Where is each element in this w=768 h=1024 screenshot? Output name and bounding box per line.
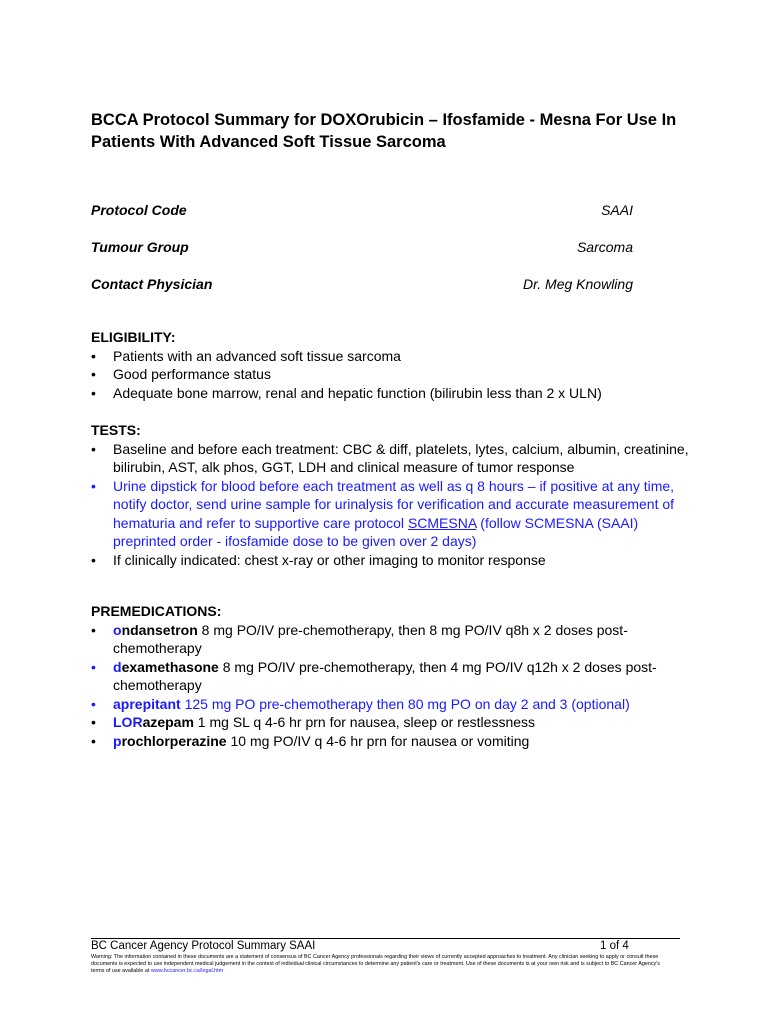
eligibility-section	[91, 328, 691, 402]
list-item: • prochlorperazine 10 mg PO/IV q 4-6 hr prn for nausea or vomiting	[91, 732, 530, 749]
list-item: • Good performance status	[91, 366, 271, 382]
page-number: 1 of 4	[600, 940, 629, 952]
legal-warning: Warning: The information contained in these documents are a statement of consensus of BC Cancer Agency professionals regarding their views of currently accepted approaches to treatment. Any clinician seeking to apply or consult these documents is expected to use independent medical judgement in the context of individual clinical circumstances to determine any patient's care or treatment. Use of these documents is at your own risk and is subject to BC Cancer Agency's terms of use available at www.bccancer.bc.ca/legal.htm	[91, 954, 660, 974]
tumour-group-row	[91, 237, 633, 257]
list-item: • Baseline and before each treatment: CBC & diff, platelets, lytes, calcium, albumin, creatinine, bilirubin, AST, alk phos, GGT, LDH and clinical measure of tumor response	[91, 440, 689, 475]
bullet-icon: •	[91, 714, 96, 730]
bullet-icon: •	[91, 551, 96, 568]
list-item: • Patients with an advanced soft tissue sarcoma	[91, 347, 401, 364]
list-item: • Adequate bone marrow, renal and hepatic function (bilirubin less than 2 x ULN)	[91, 384, 602, 401]
list-item: • aprepitant 125 mg PO pre-chemotherapy then 80 mg PO on day 2 and 3 (optional)	[91, 695, 630, 712]
scmesna-link[interactable]: SCMESNA	[407, 514, 477, 531]
eligibility-list	[91, 347, 691, 403]
bullet-icon: •	[91, 440, 96, 457]
footer-title: BC Cancer Agency Protocol Summary SAAI	[91, 940, 316, 952]
bullet-icon: •	[91, 658, 96, 675]
legal-link[interactable]: www.bccancer.bc.ca/legal.htm	[150, 968, 224, 974]
protocol-code-row	[91, 200, 633, 220]
bullet-icon: •	[91, 347, 96, 364]
contact-physician-label: Contact Physician	[91, 276, 213, 292]
list-item: • ondansetron 8 mg PO/IV pre-chemotherapy, then 8 mg PO/IV q8h x 2 doses post-chemotherapy	[91, 621, 628, 656]
eligibility-heading: ELIGIBILITY:	[91, 329, 176, 345]
tumour-group-label: Tumour Group	[91, 239, 189, 255]
bullet-icon: •	[91, 384, 96, 401]
protocol-code-label: Protocol Code	[91, 202, 187, 218]
bullet-icon: •	[91, 732, 96, 749]
contact-physician-row	[91, 274, 633, 294]
tests-heading: TESTS:	[91, 422, 141, 438]
list-item: • Urine dipstick for blood before each treatment as well as q 8 hours – if positive at any time, notify doctor, send urine sample for urinalysis for verification and accurate measurement of hematuria and refer to supportive care protocol SCMESNA (follow SCMESNA (SAAI) preprinted order - ifosfamide dose to be given over 2 days)	[91, 477, 675, 549]
premedications-heading: PREMEDICATIONS:	[91, 603, 222, 619]
bullet-icon: •	[91, 695, 96, 712]
premedications-list	[91, 621, 691, 751]
document-title: BCCA Protocol Summary for DOXOrubicin – Ifosfamide - Mesna For Use In Patients With Advanced Soft Tissue Sarcoma	[91, 111, 677, 151]
bullet-icon: •	[91, 621, 96, 638]
protocol-code-value: SAAI	[601, 202, 633, 218]
contact-physician-value: Dr. Meg Knowling	[523, 276, 633, 292]
list-item: • dexamethasone 8 mg PO/IV pre-chemotherapy, then 4 mg PO/IV q12h x 2 doses post-chemotherapy	[91, 658, 657, 693]
premedications-section	[91, 602, 691, 750]
tumour-group-value: Sarcoma	[576, 239, 633, 255]
tests-section	[91, 421, 691, 569]
list-item: • LORazepam 1 mg SL q 4-6 hr prn for nausea, sleep or restlessness	[91, 714, 536, 730]
bullet-icon: •	[91, 477, 96, 494]
tests-list	[91, 440, 691, 570]
bullet-icon: •	[91, 366, 96, 382]
list-item: • If clinically indicated: chest x-ray or other imaging to monitor response	[91, 551, 546, 568]
